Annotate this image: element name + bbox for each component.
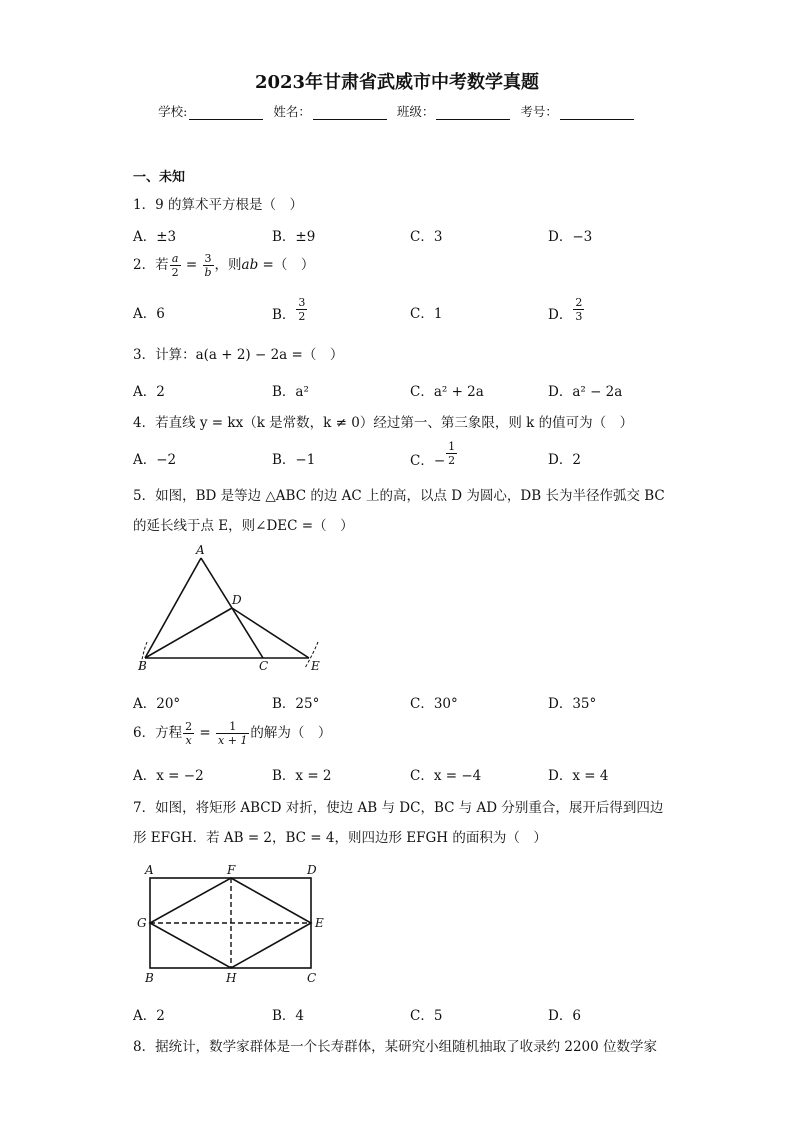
question-1-stem: 1．9 的算术平方根是（ ） [133, 197, 303, 213]
fraction [183, 720, 194, 747]
option-c[interactable]: C．a² + 2a [410, 384, 484, 400]
option-b[interactable]: B．4 [272, 1008, 305, 1024]
number-label: 考号： [520, 104, 558, 119]
label-d: D [232, 593, 242, 607]
numerator: 3 [203, 252, 214, 266]
option-b[interactable]: B．25° [272, 696, 320, 712]
fraction [170, 252, 181, 279]
name-blank[interactable] [313, 105, 387, 120]
option-a[interactable]: A．2 [133, 1008, 165, 1024]
label-c: C [307, 971, 317, 985]
option-d[interactable]: D．2 [548, 452, 581, 468]
label-h: H [226, 971, 237, 985]
question-7-stem-line-1: 7．如图，将矩形 ABCD 对折，使边 AB 与 DC，BC 与 AD 分别重合，展开后得到四边 [133, 800, 664, 816]
numerator: a [170, 252, 181, 266]
option-c[interactable]: C．1 [410, 306, 443, 322]
option-d[interactable]: D．a² − 2a [548, 384, 623, 400]
option-c[interactable]: C．30° [410, 696, 458, 712]
label-d: D [307, 863, 317, 877]
label-b: B [138, 659, 147, 673]
label-a: A [145, 863, 154, 877]
figure-triangle-arc [133, 540, 333, 675]
option-c[interactable]: C．− $\frac{1}{2}$ [410, 440, 456, 469]
stem-var: ab [241, 257, 259, 273]
option-b[interactable]: B．−1 [272, 452, 316, 468]
question-5-stem-line-1: 5．如图，BD 是等边 △ABC 的边 AC 上的高，以点 D 为圆心，DB 长为半径作弧交 BC [133, 488, 665, 504]
class-blank[interactable] [436, 105, 510, 120]
option-d[interactable]: D．x = 4 [548, 768, 609, 784]
page-title: 2023年甘肃省武威市中考数学真题 [254, 72, 540, 93]
class-label: 班级： [396, 104, 435, 119]
label-c: C [259, 659, 269, 673]
stem-text: 的解为（ ） [250, 725, 332, 741]
option-d[interactable]: D．−3 [548, 229, 593, 245]
label-e: E [311, 659, 320, 673]
student-info-line [0, 102, 794, 120]
school-blank[interactable] [189, 105, 263, 120]
option-d[interactable]: D． $\frac{2}{3}$ [548, 296, 583, 323]
stem-text: =（ ） [258, 257, 315, 273]
option-c[interactable]: C．3 [410, 229, 443, 245]
denominator: x [185, 734, 192, 747]
label-e: E [315, 916, 324, 930]
option-a[interactable]: A．−2 [133, 452, 177, 468]
question-4-stem: 4．若直线 y = kx（k 是常数，k ≠ 0）经过第一、第三象限，则 k 的值可为（ ） [133, 415, 634, 431]
option-d[interactable]: D．35° [548, 696, 597, 712]
label-b: B [145, 971, 154, 985]
numerator: 1 [216, 720, 249, 734]
section-heading: 一、未知 [133, 170, 186, 185]
figure-rectangle-rhombus [133, 860, 333, 990]
option-a[interactable]: A．±3 [133, 229, 177, 245]
question-8-stem: 8．据统计，数学家群体是一个长寿群体，某研究小组随机抽取了收录约 2200 位数学家 [133, 1039, 658, 1055]
question-3-stem: 3．计算：a(a + 2) − 2a =（ ） [133, 347, 344, 363]
option-c[interactable]: C．x = −4 [410, 768, 482, 784]
option-d[interactable]: D．6 [548, 1008, 581, 1024]
option-a[interactable]: A．20° [133, 696, 181, 712]
question-7-stem-line-2: 形 EFGH．若 AB = 2，BC = 4，则四边形 EFGH 的面积为（ ） [133, 830, 547, 846]
fraction [203, 252, 214, 279]
name-label: 姓名： [273, 104, 311, 119]
option-a[interactable]: A．x = −2 [133, 768, 204, 784]
equals: = [181, 257, 202, 273]
question-5-stem-line-2: 的延长线于点 E，则∠DEC =（ ） [133, 518, 354, 534]
option-b[interactable]: B． $\frac{3}{2}$ [272, 296, 306, 323]
label-f: F [227, 863, 236, 877]
denominator: x + 1 [218, 734, 248, 747]
denominator: 2 [171, 266, 179, 279]
stem-text: 6．方程 [133, 725, 183, 741]
option-a[interactable]: A．6 [133, 306, 165, 322]
numerator: 2 [185, 720, 193, 733]
question-2-stem [133, 252, 314, 279]
fraction [216, 720, 249, 747]
option-c[interactable]: C．5 [410, 1008, 443, 1024]
denominator: b [204, 266, 212, 279]
option-b[interactable]: B．x = 2 [272, 768, 332, 784]
stem-text: ，则 [214, 257, 242, 273]
number-blank[interactable] [560, 105, 634, 120]
stem-text: 2．若 [133, 257, 169, 273]
equals: = [195, 725, 215, 741]
option-b[interactable]: B．a² [272, 384, 309, 400]
option-a[interactable]: A．2 [133, 384, 165, 400]
label-a: A [196, 543, 205, 557]
option-b[interactable]: B．±9 [272, 229, 316, 245]
school-label: 学校: [158, 104, 188, 119]
question-6-stem [133, 720, 331, 747]
label-g: G [137, 916, 147, 930]
